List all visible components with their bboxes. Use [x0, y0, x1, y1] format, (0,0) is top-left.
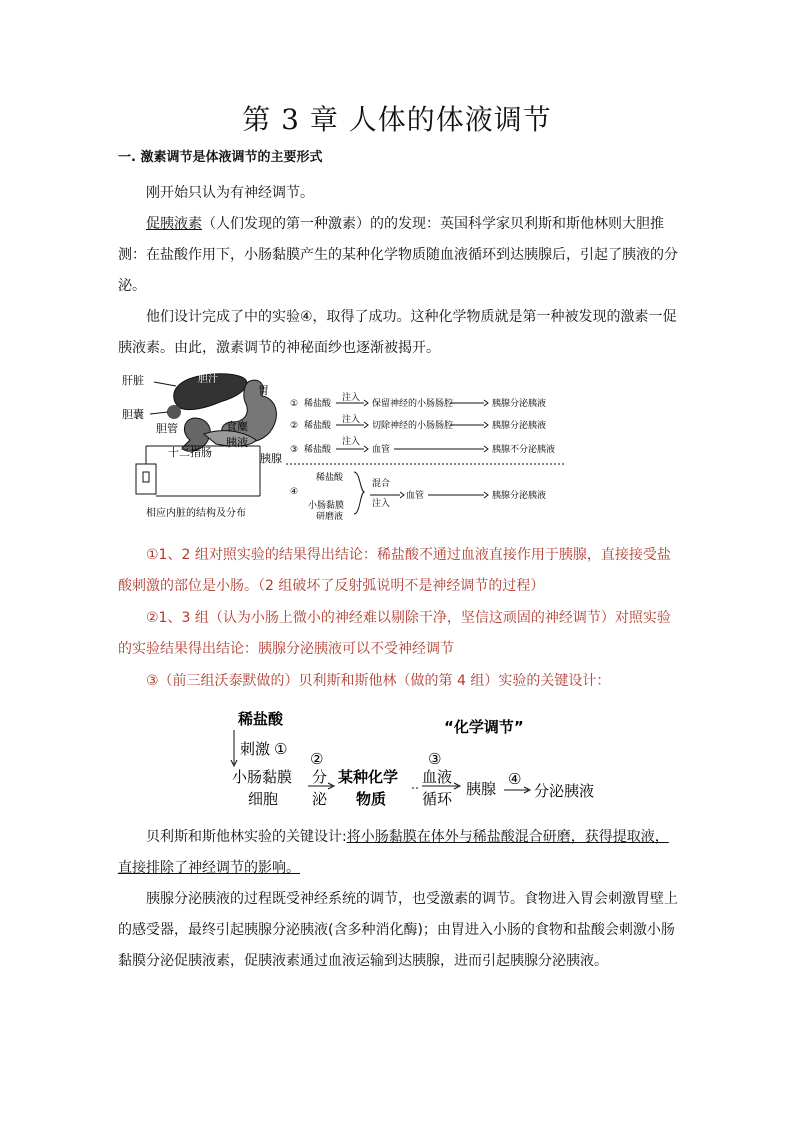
label-pancreas: 胰腺: [260, 452, 282, 465]
paragraph-experiment: 他们设计完成了中的实验④，取得了成功。这种化学物质就是第一种被发现的激素一促胰液素。由此，激素调节的神秘面纱也逐渐被揭开。: [118, 309, 677, 356]
flow-svg: [228, 706, 628, 814]
label-liver: 肝脏: [122, 374, 144, 387]
exp4-mix: 混合: [372, 479, 391, 489]
label-duodenum: [168, 445, 212, 459]
exp1-result: 胰腺分泌胰液: [492, 399, 547, 409]
flow-diagram: [228, 706, 628, 818]
exp3-result: 胰腺不分泌胰液: [492, 445, 556, 455]
key-design-detail: 将小肠黏膜在体外与稀盐酸混合研磨，获得提取液，直接排除了神经调节的影响。: [118, 829, 669, 876]
flow-blood-line1: 血液: [422, 768, 453, 786]
exp4-extract: 研磨液: [316, 512, 344, 522]
exp4-acid: 稀盐酸: [316, 473, 344, 483]
gallbladder-shape: [167, 405, 181, 419]
exp1-inject: 注入: [342, 393, 361, 403]
exp2-acid: 稀盐酸: [304, 421, 332, 431]
label-esophagus: 食麋: [226, 420, 248, 433]
exp3-inject: 注入: [342, 437, 361, 447]
flow-chemical-line2: 物质: [356, 790, 387, 808]
flow-pancreas: 胰腺: [466, 780, 497, 798]
exp3-acid: 稀盐酸: [304, 445, 332, 455]
flow-step1: ①: [274, 740, 288, 758]
paragraph-secretin: [118, 209, 678, 302]
paragraph-key-design: [118, 822, 678, 884]
paragraph-intro: 刚开始只认为有神经调节。: [146, 185, 314, 201]
term-secretin: 促胰液素: [146, 216, 202, 232]
exp1-target: 保留神经的小肠肠腔: [372, 399, 454, 409]
figure-caption: 相应内脏的结构及分布: [146, 508, 246, 519]
exp2-inject: 注入: [342, 415, 361, 425]
flow-result: 分泌胰液: [534, 782, 595, 800]
exp3-number: ③: [290, 445, 299, 455]
flow-blood-line2: 循环: [422, 790, 453, 808]
experiment-table: [286, 391, 566, 522]
exp4-inject: 注入: [372, 499, 391, 509]
label-stomach: 胃: [258, 384, 269, 397]
flow-mucosa-line2: 细胞: [248, 790, 279, 808]
flow-step2: ②: [310, 750, 324, 768]
key-design-lead: 贝利斯和斯他林实验的关键设计:: [146, 829, 347, 845]
label-duodenum-text: 十二指肠: [168, 446, 212, 459]
exp2-result: 胰腺分泌胰液: [492, 421, 547, 431]
flow-step3: ③: [428, 750, 442, 768]
label-bile-duct: 胆管: [156, 422, 178, 435]
label-pancreatic-juice: 胰液: [226, 436, 248, 449]
flow-secrete-line1: 分: [312, 768, 328, 786]
paragraph-secretin-text: （人们发现的第一种激素）的的发现：英国科学家贝利斯和斯他林则大胆推测：在盐酸作用下，小肠黏膜产生的某种化学物质随血液循环到达胰腺后，引起了胰液的分泌。: [118, 216, 678, 294]
exp4-result: 胰腺分泌胰液: [492, 491, 547, 501]
exp4-mucosa: 小肠黏膜: [308, 501, 345, 511]
label-gallbladder: 胆囊: [122, 408, 144, 421]
conclusion-1: ①1、2 组对照实验的结果得出结论：稀盐酸不通过血液直接作用于胰腺，直接接受盐酸刺激的部位是小肠。（2 组破坏了反射弧说明不是神经调节的过程）: [118, 547, 671, 594]
figure-svg: [120, 368, 570, 526]
flow-label: “化学调节”: [444, 718, 524, 736]
conclusion-2: ②1、3 组（认为小肠上微小的神经难以剔除干净，坚信这顽固的神经调节）对照实验的实验结果得出结论：胰腺分泌胰液可以不受神经调节: [118, 610, 671, 657]
exp4-number: ④: [290, 487, 299, 497]
flow-acid: 稀盐酸: [238, 710, 284, 728]
flow-stimulate: 刺激: [240, 740, 271, 758]
flow-step4: ④: [508, 770, 522, 788]
flow-chemical-line1: 某种化学: [338, 768, 399, 786]
exp4-target: 血管: [406, 491, 425, 501]
conclusion-3: ③（前三组沃泰默做的）贝利斯和斯他林（做的第 4 组）实验的关键设计：: [146, 673, 611, 689]
figure-organs-experiments: [120, 368, 570, 530]
section-heading: 一. 激素调节是体液调节的主要形式: [118, 150, 323, 165]
exp2-number: ②: [290, 421, 299, 431]
label-bile: 胆汁: [198, 374, 218, 385]
exp1-acid: 稀盐酸: [304, 399, 332, 409]
flow-mucosa-line1: 小肠黏膜: [232, 768, 293, 786]
flow-secrete-line2: 泌: [312, 790, 328, 808]
exp3-target: 血管: [372, 445, 391, 455]
exp1-number: ①: [290, 399, 299, 409]
paragraph-summary: 胰腺分泌胰液的过程既受神经系统的调节，也受激素的调节。食物进入胃会刺激胃壁上的感受器，最终引起胰腺分泌胰液(含多种消化酶)；由胃进入小肠的食物和盐酸会刺激小肠黏膜分泌促胰液素，促胰液素通过血液运输到达胰腺，进而引起胰腺分泌胰液。: [118, 891, 678, 969]
page-title: 第 3 章 人体的体液调节: [242, 103, 552, 136]
exp2-target: 切除神经的小肠肠腔: [372, 421, 454, 431]
